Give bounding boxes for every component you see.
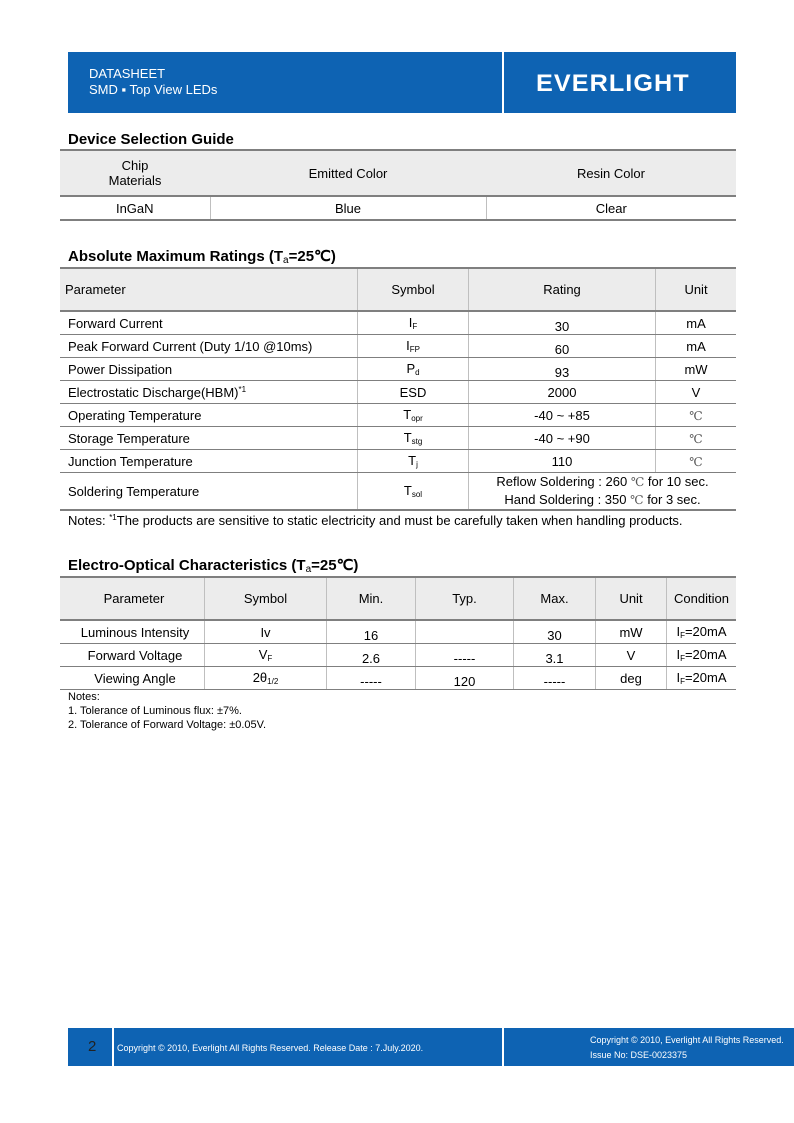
cell-unit [656, 381, 737, 404]
cell-unit [656, 427, 737, 450]
cell-rating [469, 335, 656, 358]
cell-unit: deg [596, 667, 667, 690]
cell-param [60, 404, 358, 427]
header-parameter: Parameter [60, 577, 205, 620]
cond-post: =20mA [684, 624, 727, 639]
cell-typ [416, 667, 514, 690]
cell-unit: mW [596, 620, 667, 644]
cell-rating [469, 311, 656, 335]
typ-value: ----- [453, 650, 476, 666]
hand-text: Hand Soldering : 350 [504, 492, 627, 507]
symbol-main: 2θ [252, 670, 268, 685]
param-text: Storage Temperature [68, 430, 190, 446]
table-row [60, 358, 736, 381]
param-text: Junction Temperature [68, 453, 193, 469]
symbol-main: I [408, 315, 413, 330]
symbol-main: ESD [399, 384, 427, 400]
cond-post: =20mA [684, 647, 727, 662]
symbol-main: I [406, 338, 410, 353]
footer-issue-no: Issue No: DSE-0023375 [590, 1050, 688, 1060]
cell-unit [656, 450, 737, 473]
cond-main: I [676, 624, 681, 639]
symbol-main: P [406, 361, 416, 376]
cell-symbol [358, 450, 469, 473]
cell-condition [667, 644, 737, 667]
cell-typ [416, 644, 514, 667]
electro-table [60, 576, 736, 690]
electro-title-sub: a [305, 564, 312, 575]
cell-unit [656, 358, 737, 381]
note-label: Notes: [68, 513, 110, 528]
abs-max-title-sub: a [283, 255, 289, 266]
table-header-row [60, 577, 736, 620]
device-selection-table [60, 149, 736, 221]
cond-sub: F [680, 654, 685, 663]
cell-min [327, 644, 416, 667]
cond-post: =20mA [684, 670, 727, 685]
header-parameter: Parameter [60, 268, 358, 311]
cell-unit [656, 404, 737, 427]
cell-rating [469, 450, 656, 473]
param-text: Forward Current [68, 315, 163, 331]
symbol-main: Iv [260, 624, 271, 640]
footer-copyright-right: Copyright © 2010, Everlight All Rights Reserved. [590, 1035, 784, 1045]
abs-max-note [68, 513, 683, 528]
symbol-main: T [403, 430, 412, 445]
table-row [60, 450, 736, 473]
footer-copyright: Copyright © 2010, Everlight All Rights Reserved. Release Date : 7.July.2020. [117, 1043, 424, 1053]
cell-soldering-rating [469, 473, 737, 511]
cell-rating [469, 358, 656, 381]
unit-text: mW [684, 361, 708, 377]
reflow-text: Reflow Soldering : 260 [496, 474, 628, 489]
electro-notes [68, 690, 266, 732]
cell-symbol [205, 667, 327, 690]
table-row [60, 427, 736, 450]
cell-max [514, 644, 596, 667]
header-max: Max. [514, 577, 596, 620]
doc-subtitle: SMD ▪ Top View LEDs [89, 82, 218, 97]
cell-symbol [205, 620, 327, 644]
cell-chip: InGaN [60, 196, 210, 220]
symbol-sub: F [412, 322, 418, 331]
rating-text: 60 [554, 341, 570, 357]
param-text: Electrostatic Discharge(HBM) [68, 384, 239, 400]
cell-param: Viewing Angle [60, 667, 205, 690]
table-row [60, 404, 736, 427]
param-sup: *1 [238, 384, 247, 394]
header-min: Min. [327, 577, 416, 620]
cell-max [514, 620, 596, 644]
cell-min [327, 620, 416, 644]
rating-text: 2000 [547, 384, 577, 400]
symbol-sub: FP [409, 345, 420, 354]
footer-page-box [68, 1028, 112, 1066]
cell-resin: Clear [486, 196, 736, 220]
param-text: Power Dissipation [68, 361, 173, 377]
rating-text: 30 [554, 318, 570, 334]
cell-symbol [358, 311, 469, 335]
electro-title-pre: Electro-Optical Characteristics (T [68, 557, 306, 574]
unit-text: mA [686, 315, 706, 331]
header-symbol: Symbol [205, 577, 327, 620]
reflow-duration: for 10 sec. [647, 474, 709, 489]
cell-condition [667, 620, 737, 644]
table-header-row [60, 268, 736, 311]
table-row [60, 335, 736, 358]
cell-param [60, 311, 358, 335]
cond-sub: F [680, 631, 685, 640]
cell-emitted: Blue [210, 196, 486, 220]
doc-type: DATASHEET [89, 66, 166, 81]
rating-text: 110 [551, 453, 573, 469]
cell-unit: V [596, 644, 667, 667]
min-value: 2.6 [361, 650, 381, 666]
celsius-icon: ℃ [689, 454, 703, 469]
cell-param [60, 450, 358, 473]
hand-line [469, 491, 736, 509]
header-resin-color: Resin Color [486, 150, 736, 196]
param-text: Peak Forward Current (Duty 1/10 @10ms) [68, 338, 313, 354]
cell-symbol [358, 381, 469, 404]
cond-sub: F [680, 677, 685, 686]
table-row [60, 196, 736, 220]
table-row [60, 381, 736, 404]
note-voltage: 2. Tolerance of Forward Voltage: ±0.05V. [68, 719, 267, 731]
everlight-logo: EVERLIGHT [536, 70, 690, 97]
celsius-icon: ℃ [630, 475, 645, 489]
header-typ: Typ. [416, 577, 514, 620]
cell-symbol [358, 335, 469, 358]
abs-max-table [60, 267, 736, 511]
header-rating: Rating [469, 268, 656, 311]
max-value: 3.1 [545, 650, 564, 666]
cell-param: Luminous Intensity [60, 620, 205, 644]
symbol-main: T [403, 407, 412, 422]
abs-max-title-pre: Absolute Maximum Ratings (T [68, 248, 284, 265]
symbol-main: T [403, 483, 412, 498]
rating-text: -40 ~ +85 [534, 407, 590, 423]
celsius-icon: ℃ [689, 431, 703, 446]
header-symbol: Symbol [358, 268, 469, 311]
cell-param [60, 335, 358, 358]
cell-param: Soldering Temperature [60, 473, 358, 511]
cell-rating [469, 404, 656, 427]
symbol-sub: F [267, 654, 273, 663]
note-luminous: 1. Tolerance of Luminous flux: ±7%. [68, 705, 242, 717]
symbol-sub: j [416, 460, 418, 469]
note-text: The products are sensitive to static electricity and must be carefully taken when handling products. [116, 513, 683, 528]
header-chip-line1: Chip [121, 158, 149, 173]
electro-title [68, 556, 358, 575]
symbol-sub: sol [411, 490, 423, 499]
header-unit: Unit [596, 577, 667, 620]
table-row [60, 644, 736, 667]
table-header-row [60, 150, 736, 196]
page-number: 2 [88, 1038, 97, 1055]
rating-text: -40 ~ +90 [534, 430, 590, 446]
header-emitted-color: Emitted Color [210, 150, 486, 196]
max-value: ----- [543, 673, 566, 689]
cell-typ [416, 620, 514, 644]
electro-title-post: =25℃) [311, 557, 359, 574]
cond-main: I [676, 670, 681, 685]
header-condition: Condition [667, 577, 737, 620]
cell-rating [469, 427, 656, 450]
symbol-sub: d [415, 368, 420, 377]
cell-symbol [358, 358, 469, 381]
celsius-icon: ℃ [689, 408, 703, 423]
cell-unit [656, 335, 737, 358]
cell-param [60, 427, 358, 450]
header-banner [68, 52, 502, 113]
symbol-main: V [258, 647, 268, 662]
header-unit: Unit [656, 268, 737, 311]
rating-text: 93 [554, 364, 570, 380]
cell-unit [656, 311, 737, 335]
header-logo-panel [504, 52, 736, 113]
unit-text: mA [686, 338, 706, 354]
cell-param [60, 358, 358, 381]
table-row-soldering [60, 473, 736, 511]
reflow-line [469, 473, 736, 491]
symbol-sub: stg [411, 437, 423, 446]
symbol-sub: opr [411, 414, 423, 423]
table-row [60, 311, 736, 335]
celsius-icon: ℃ [630, 493, 644, 507]
notes-label: Notes: [68, 691, 100, 703]
unit-text: V [691, 384, 701, 400]
footer-mid [114, 1028, 502, 1066]
header-chip-line2: Materials [108, 173, 162, 188]
table-row [60, 620, 736, 644]
abs-max-title [68, 247, 336, 266]
header-chip-materials [60, 150, 210, 196]
cell-rating [469, 381, 656, 404]
abs-max-title-post: =25℃) [288, 248, 336, 265]
cell-max [514, 667, 596, 690]
cell-min [327, 667, 416, 690]
cell-symbol [358, 473, 469, 511]
cond-main: I [676, 647, 681, 662]
symbol-sub: 1/2 [267, 677, 279, 686]
symbol-main: T [408, 453, 417, 468]
note-sup: *1 [109, 513, 117, 522]
min-value: ----- [360, 673, 382, 689]
footer-right [504, 1028, 794, 1066]
cell-symbol [358, 404, 469, 427]
hand-duration: for 3 sec. [647, 492, 701, 507]
max-value: 30 [547, 627, 562, 643]
cell-condition [667, 667, 737, 690]
cell-symbol [205, 644, 327, 667]
cell-param: Forward Voltage [60, 644, 205, 667]
device-selection-title: Device Selection Guide [68, 131, 234, 148]
min-value: 16 [363, 627, 379, 643]
param-text: Operating Temperature [68, 407, 202, 423]
cell-param [60, 381, 358, 404]
table-row [60, 667, 736, 690]
cell-symbol [358, 427, 469, 450]
typ-value: 120 [453, 673, 476, 689]
